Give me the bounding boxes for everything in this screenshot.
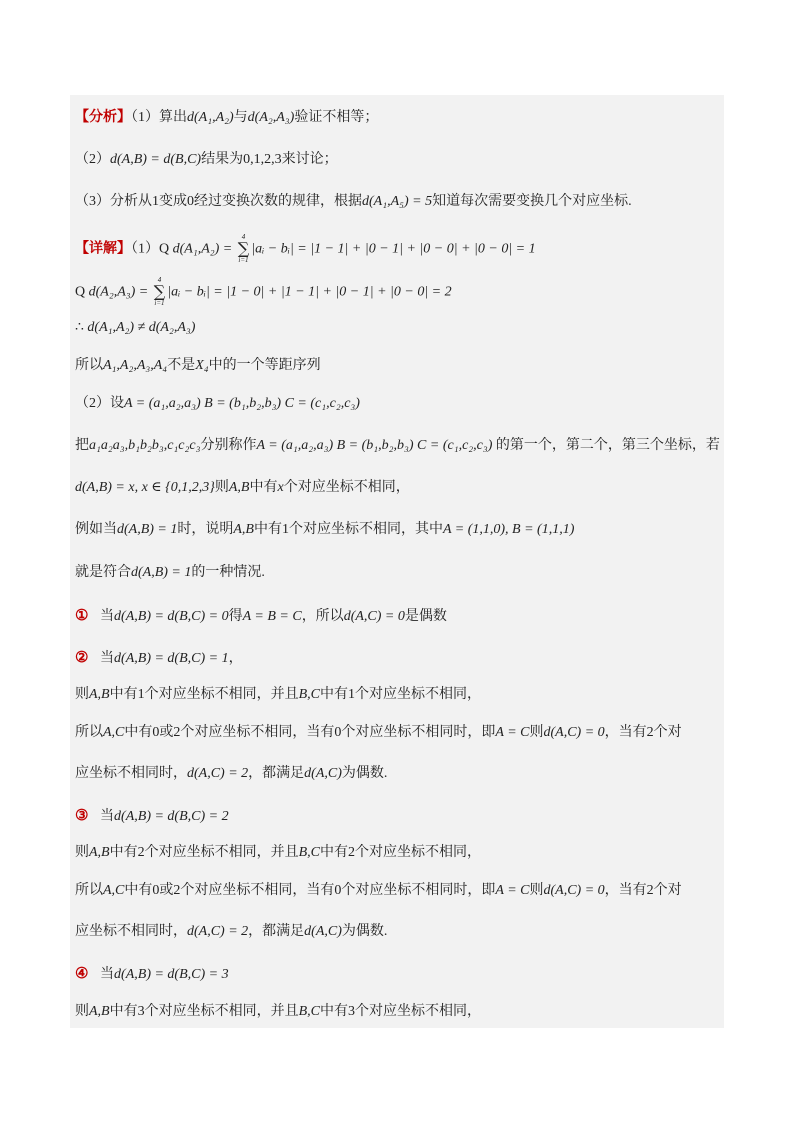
math-expression: d(A,C) <box>304 766 342 781</box>
text-run: 就是符合 <box>75 565 131 580</box>
math-expression: A,C <box>103 883 125 898</box>
math-expression: |aᵢ − bᵢ| = |1 − 1| + |0 − 1| + |0 − 0| + |0 − 0| = 1 <box>251 241 536 257</box>
text-run: 所以 <box>75 883 103 898</box>
case-3-conclusion-continued <box>75 922 720 942</box>
text-run: 是偶数 <box>404 609 447 624</box>
text-run: ∴ <box>75 320 88 335</box>
text-run: 中有3个对应坐标不相同， <box>320 1004 481 1019</box>
text-run: 所以 <box>75 725 103 740</box>
case-3-conclusion <box>75 881 720 901</box>
text-run: 则 <box>75 687 89 702</box>
section-label: 【分析】 <box>75 110 131 125</box>
math-expression: A = C <box>495 725 530 740</box>
case-3-heading <box>75 806 720 826</box>
detail-part-2-distance-meaning <box>75 478 720 498</box>
case-2-reasoning <box>75 685 720 705</box>
analysis-step-2 <box>75 150 720 170</box>
math-expression: A = C <box>495 883 530 898</box>
text-run: ，都满足 <box>248 766 305 781</box>
case-2-conclusion <box>75 723 720 743</box>
summation-lower-limit: i=1 <box>238 256 249 265</box>
math-expression: B,C <box>298 687 320 702</box>
text-run: （1）Q <box>131 241 173 257</box>
detail-part-1-distance-a2-a3 <box>75 276 720 308</box>
math-expression: d(A,C) = 2 <box>187 766 249 781</box>
math-expression: A = (a₁,a₂,a₃) B = (b₁,b₂,b₃) C = (c₁,c₂,c₃) <box>124 396 360 411</box>
math-expression: A₁,A₂,A₃,A₄ <box>103 358 168 373</box>
text-run: 得 <box>228 609 243 624</box>
text-run: 中有 <box>249 480 278 495</box>
text-run: 当 <box>96 651 115 666</box>
text-run: 把 <box>75 438 89 453</box>
text-run: 应坐标不相同时， <box>75 766 187 781</box>
summation-expression <box>238 234 250 264</box>
summation-lower-limit: i=1 <box>154 299 165 308</box>
detail-part-2-definitions <box>75 394 720 414</box>
math-expression: A,B <box>89 1004 110 1019</box>
summation-upper-limit: 4 <box>157 276 162 284</box>
detail-part-2-coordinate-naming <box>75 436 720 456</box>
text-run: ，都满足 <box>248 924 305 939</box>
text-run: 则 <box>529 883 544 898</box>
text-run: （1）算出 <box>131 110 187 125</box>
text-run: Q <box>75 284 89 300</box>
text-run: 当 <box>96 809 115 824</box>
text-run: 的一种情况. <box>191 565 265 580</box>
math-expression: d(A,B) = 1 <box>117 522 178 537</box>
text-run: 中有2个对应坐标不相同， <box>320 845 481 860</box>
math-expression: |aᵢ − bᵢ| = |1 − 0| + |1 − 1| + |0 − 1| + |0 − 0| = 2 <box>167 284 452 300</box>
case-1-line <box>75 606 720 626</box>
text-run: 中有3个对应坐标不相同，并且 <box>109 1004 299 1019</box>
text-run: 应坐标不相同时， <box>75 924 187 939</box>
summation-expression <box>154 277 166 307</box>
case-2-conclusion-continued <box>75 764 720 784</box>
math-expression: d(A,B) = d(B,C) <box>110 152 202 167</box>
detail-part-1-inequality <box>75 318 720 338</box>
text-run: 中有0或2个对应坐标不相同，当有0个对应坐标不相同时，即 <box>124 725 496 740</box>
text-run: 为偶数. <box>341 766 388 781</box>
math-expression: A = (a₁,a₂,a₃) B = (b₁,b₂,b₃) C = (c₁,c₂,c₃) <box>256 438 493 453</box>
text-run: ，所以 <box>301 609 344 624</box>
text-run: 中有2个对应坐标不相同，并且 <box>109 845 299 860</box>
text-run: 不是 <box>167 358 196 373</box>
detail-part-2-example <box>75 520 720 540</box>
summation-symbol: ∑ <box>237 239 250 258</box>
text-run: 时，说明 <box>177 522 234 537</box>
math-expression: d(A,C) = 0 <box>343 609 405 624</box>
math-expression: x <box>277 480 284 495</box>
math-expression: d(A₁,A₅) = 5 <box>362 194 433 209</box>
detail-part-1-distance-a1-a2 <box>75 233 720 265</box>
text-run: （2） <box>75 152 110 167</box>
text-run: 结果为0,1,2,3来讨论； <box>201 152 338 167</box>
text-run: 则 <box>529 725 544 740</box>
text-run: 分别称作 <box>200 438 257 453</box>
text-run: 知道每次需要变换几个对应坐标. <box>432 194 632 209</box>
math-expression: d(A,B) = d(B,C) = 0 <box>114 609 229 624</box>
text-run: 则 <box>75 845 89 860</box>
analysis-step-3 <box>75 192 720 212</box>
text-run: 中有1个对应坐标不相同，其中 <box>253 522 443 537</box>
math-expression: B,C <box>298 1004 320 1019</box>
math-expression: A = (1,1,0), B = (1,1,1) <box>442 522 575 537</box>
math-expression: A,B <box>89 845 110 860</box>
math-expression: d(A,B) = x, x ∈ {0,1,2,3} <box>75 480 215 495</box>
text-run: 中有1个对应坐标不相同，并且 <box>109 687 299 702</box>
text-run: 为偶数. <box>341 924 388 939</box>
text-run: 中有1个对应坐标不相同， <box>320 687 481 702</box>
case-number-marker: ③ <box>75 808 89 824</box>
text-run: ， <box>228 651 243 666</box>
summation-upper-limit: 4 <box>241 233 246 241</box>
math-expression: d(A₂,A₃) <box>247 110 295 125</box>
detail-part-1-conclusion <box>75 356 720 376</box>
text-run: 中的一个等距序列 <box>208 358 321 373</box>
math-expression: A,B <box>228 480 250 495</box>
math-expression: d(A,B) = d(B,C) = 2 <box>114 809 229 824</box>
math-expression: d(A₁,A₂) = <box>172 241 236 257</box>
detail-part-2-example-note <box>75 563 720 583</box>
summation-symbol: ∑ <box>153 282 166 301</box>
math-expression: B,C <box>298 845 320 860</box>
text-run: 的第一个，第二个，第三个坐标，若 <box>492 438 720 453</box>
math-expression: d(A₂,A₃) = <box>88 284 152 300</box>
text-run: 所以 <box>75 358 103 373</box>
text-run: ，当有2个对 <box>604 725 682 740</box>
case-4-heading <box>75 964 720 984</box>
math-expression: d(A,C) <box>304 924 342 939</box>
math-expression: X₄ <box>195 358 209 373</box>
math-expression: d(A,C) = 2 <box>187 924 249 939</box>
case-4-reasoning <box>75 1002 720 1022</box>
math-expression: d(A,B) = d(B,C) = 1 <box>114 651 229 666</box>
math-expression: A,B <box>233 522 254 537</box>
section-label: 【详解】 <box>75 241 131 257</box>
text-run: 验证不相等； <box>294 110 379 125</box>
case-number-marker: ④ <box>75 966 89 982</box>
math-expression: d(A,B) = d(B,C) = 3 <box>114 967 229 982</box>
text-run: 当 <box>96 609 115 624</box>
math-expression: d(A,C) = 0 <box>543 883 605 898</box>
case-number-marker: ② <box>75 650 89 666</box>
case-2-heading <box>75 648 720 668</box>
text-run: 则 <box>214 480 229 495</box>
case-3-reasoning <box>75 843 720 863</box>
text-run: （2）设 <box>75 396 124 411</box>
math-expression: d(A₁,A₂) <box>187 110 234 125</box>
text-run: 中有0或2个对应坐标不相同，当有0个对应坐标不相同时，即 <box>124 883 496 898</box>
math-expression: d(A₁,A₂) ≠ d(A₂,A₃) <box>87 320 196 335</box>
text-run: 则 <box>75 1004 89 1019</box>
math-expression: A,B <box>89 687 110 702</box>
text-run: 与 <box>233 110 248 125</box>
case-number-marker: ① <box>75 608 89 624</box>
analysis-step-1 <box>75 108 720 128</box>
math-expression: A,C <box>103 725 125 740</box>
text-run: 个对应坐标不相同， <box>283 480 410 495</box>
text-run: ，当有2个对 <box>604 883 682 898</box>
text-run: （3）分析从1变成0经过变换次数的规律，根据 <box>75 194 362 209</box>
math-expression: A = B = C <box>242 609 302 624</box>
math-expression: a₁a₂a₃,b₁b₂b₃,c₁c₂c₃ <box>89 438 201 453</box>
text-run: 当 <box>96 967 115 982</box>
math-expression: d(A,C) = 0 <box>543 725 605 740</box>
math-expression: d(A,B) = 1 <box>131 565 192 580</box>
text-run: 例如当 <box>75 522 117 537</box>
